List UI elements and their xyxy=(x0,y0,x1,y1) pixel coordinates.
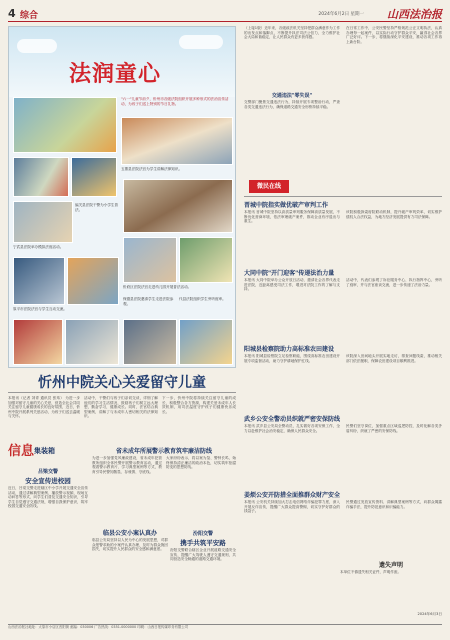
photo-caption: 五寨县法院法官为学生讲解法律知识。 xyxy=(121,167,183,171)
photo-outdoor-event xyxy=(179,237,233,283)
sidebar-label: 交通违法"零失误" xyxy=(271,93,313,99)
article-title: 晋城中院指实做优破产审判工作 xyxy=(244,202,329,209)
info-box-logo xyxy=(8,440,90,462)
photo-caption: 代县法院组织学生旁听庭审。 xyxy=(179,297,226,301)
photo-performance xyxy=(71,157,117,197)
photo-school-yard xyxy=(13,157,69,197)
notice-body: 本单位不慎遗失相关证件，声明作废。 xyxy=(340,570,402,574)
article-body: 本报讯 阳城县检察院立足检察职能，围绕高标准农田建设开展专项监督活动，助力守护耕地保护红线。 xyxy=(244,354,340,363)
photo-caption: 忻府区法院法官走进幼儿园开展普法活动。 xyxy=(123,285,192,289)
main-headline: 忻州中院关心关爱留守儿童 xyxy=(38,375,206,391)
article-body: 本报讯 晋城中院坚持以高质量审判服务保障高质量发展，不断优化营商环境，依法审理破产案件，推动企业有序退出与重生。 xyxy=(244,210,340,224)
photo-caption: "六一"儿童节前夕，忻州市各级法院组织开展多种形式的法治宣传活动，为孩子们送上特别的节日礼物。 xyxy=(121,97,229,106)
issue-date: 2024年6月2日 星期一 xyxy=(318,12,364,17)
article-body: 该院积极探索府院联动机制，提升破产审判效率，切实维护债权人合法权益，为地方经济发展提供有力司法保障。 xyxy=(346,210,442,219)
article-title: 武乡公安全警动员织就严密安保防线 xyxy=(244,416,341,423)
article-body: 大家纷纷表示，将以案为鉴、警钟长鸣，始终保持清正廉洁的政治本色，切实筑牢拒腐防变的思想防线。 xyxy=(166,456,236,470)
photo-caption: 偏关县法院干警为小学生普法。 xyxy=(75,203,119,212)
photo-interaction xyxy=(123,237,177,283)
info-box-big: 信息 xyxy=(8,444,35,459)
article-body: 本报讯 大同中院举办公众开放日活动，邀请社会各界代表走进法院，近距离感受司法工作，增进对法院工作的了解与支持。 xyxy=(244,278,340,292)
article-body: 临县公安局坚持以人民为中心的发展思想，对群众报警求助的小案件认真办理，及时为群众挽回损失，切实提升人民群众的安全感和满意度。 xyxy=(92,538,168,552)
photo-hearing xyxy=(123,319,177,365)
photo-campus xyxy=(179,319,233,365)
page-number: 4 xyxy=(8,7,16,20)
photo-classroom xyxy=(121,117,233,165)
notice-title: 遗失声明 xyxy=(378,562,403,569)
photo-court-visit xyxy=(13,201,73,243)
article-body: 本报讯 武乡县公安局全警动员，扎实做好各项安保工作，全力以赴维护社会治安稳定，确保人民群众安全。 xyxy=(244,424,340,433)
article-body: 下一步，忻州中院将持续关注留守儿童的成长，积极整合各方资源，构建关爱未成年人长效机制，用司法温度守护孩子们健康快乐成长。 xyxy=(162,396,236,414)
article-body: 汾阳交警联合辖区企业开展道路交通安全宣传，提醒广大驾驶人遵守交通规则，共同营造安全畅通的道路交通环境。 xyxy=(170,548,236,562)
article-body: 交警部门聚焦交通违法行为，持续开展专项整治行动，严查各类交通违法行为，确保道路交通安全形势持续平稳。 xyxy=(244,100,340,109)
notice-box xyxy=(340,560,442,620)
article-body: 本报讯（记者 刘青 通讯员 张玮） 为进一步加强对留守儿童的关心关爱，营造全社会共同关注留守儿童健康成长的良好氛围，近日，忻州中院开展系列关爱活动，为孩子们送去温暖与关怀。 xyxy=(8,396,80,419)
notice-date: 2024年6月3日 xyxy=(417,612,442,616)
photo-caption: 原平市法院法官与学生互动交流。 xyxy=(13,307,67,311)
article-body: 民警们坚守岗位，加强重点区域巡逻防控，及时化解各类矛盾纠纷，织就了严密的安保防线。 xyxy=(346,424,442,433)
article-title: 汾阳交警 xyxy=(192,531,213,537)
photo-kindergarten xyxy=(67,257,119,305)
article-body: 为进一步加强党风廉政建设，省未成年犯管教所组织全体民警开展警示教育活动，通过观看警示教育片、学习典型案例等方式，教育引导民警知敬畏、存戒惧、守底线。 xyxy=(92,456,162,474)
article-subtitle: 携手共筑平安路 xyxy=(180,539,226,547)
article-body: 在日常工作中，公安民警坚持严格规范公正文明执法，认真办理每一起案件，以实际行动守护群众平安，赢得社会各界广泛好评。下一步，将继续深化平安建设，推动各项工作再上新台阶。 xyxy=(346,26,442,44)
article-title: 阳城县检察院助力高标准农田建设 xyxy=(244,346,335,353)
article-body: 该院深入田间地头开展实地走访，排查问题线索，推动相关部门依法履职，保障农田建设项目顺利推进。 xyxy=(346,354,442,363)
photo-lecture xyxy=(123,179,233,233)
article-subtitle: 安全宣传进校园 xyxy=(25,477,71,485)
article-byline: 本报讯（记者 刘青 通讯员 张玮） xyxy=(8,396,64,400)
photo-stage xyxy=(13,319,63,365)
article-title: 吕梁交警 xyxy=(37,469,58,475)
photo-mock-trial xyxy=(13,257,65,305)
article-body: 近日，吕梁交警走进辖区中小学开展交通安全宣传活动，通过讲解典型案例、播放警示视频、现场互动问答等形式，向学生们普及交通安全知识，引导学生自觉遵守交通法规，增强自我保护意识，筑牢校园交通安全防线。 xyxy=(8,486,88,509)
article-title: 大同中院"开门迎客"传递法治力量 xyxy=(244,270,335,277)
info-box-small: 集装箱 xyxy=(34,447,55,455)
masthead: 山西法治报 xyxy=(387,8,442,21)
divider xyxy=(8,392,236,393)
article-title: 省未成年所展警示教育筑牢廉洁防线 xyxy=(115,448,212,455)
section-name: 综合 xyxy=(20,11,39,21)
article-title: 姜烦公安开防措全面推群众财产安全 xyxy=(244,492,341,499)
page-footer: 山西法治报社地址：太原市小店区晋阳街 邮编：030006 广告热线：0351-0000000 印刷：山西日报传媒印务有限公司 xyxy=(8,624,442,636)
article-body: （上接1版）近年来，各级政法机关坚持把群众满意作为工作的出发点和落脚点，不断提升执法司法公信力，全力维护社会大局和谐稳定，让人民群众有更多获得感。 xyxy=(244,26,340,40)
article-body: 活动中，代表们参观了诉讼服务中心、执行指挥中心，旁听了庭审，并与法官座谈交流，进一步传递了法治力量。 xyxy=(346,278,442,287)
page-header xyxy=(8,6,442,22)
cloud-decoration xyxy=(179,35,223,49)
article-body: 活动中，干警们与孩子们亲切交谈，详细了解他们的学习生活情况，鼓励孩子们树立远大理想，勤奋学习，健康成长。同时，法官结合典型案例，讲解了与未成年人密切相关的法律知识。 xyxy=(84,396,158,419)
divider xyxy=(244,196,442,197)
column-tag: 微民在线 xyxy=(249,180,289,193)
feature-photo-spread xyxy=(8,26,236,368)
article-title: 临县公安小案认真办 xyxy=(102,530,157,537)
article-body: 民警通过发放宣传资料、讲解典型案例等方式，向群众揭露诈骗手法，提升防范意识和识骗能力。 xyxy=(346,500,442,509)
feature-title: 法润童心 xyxy=(69,62,162,87)
photo-caption: 宁武县法院举办模拟法庭活动。 xyxy=(13,245,64,249)
cloud-decoration xyxy=(17,39,57,53)
photo-caption: 保德县法院邀请学生走进法院参观。 xyxy=(123,297,174,306)
photo-visit-hall xyxy=(65,319,119,365)
article-body: 本报讯 公安机关持续加大打击电信网络诈骗犯罪力度，深入开展反诈宣传，提醒广大群众提高警惕，切实守护好群众的钱袋子。 xyxy=(244,500,340,514)
photo-children-group xyxy=(13,97,117,153)
